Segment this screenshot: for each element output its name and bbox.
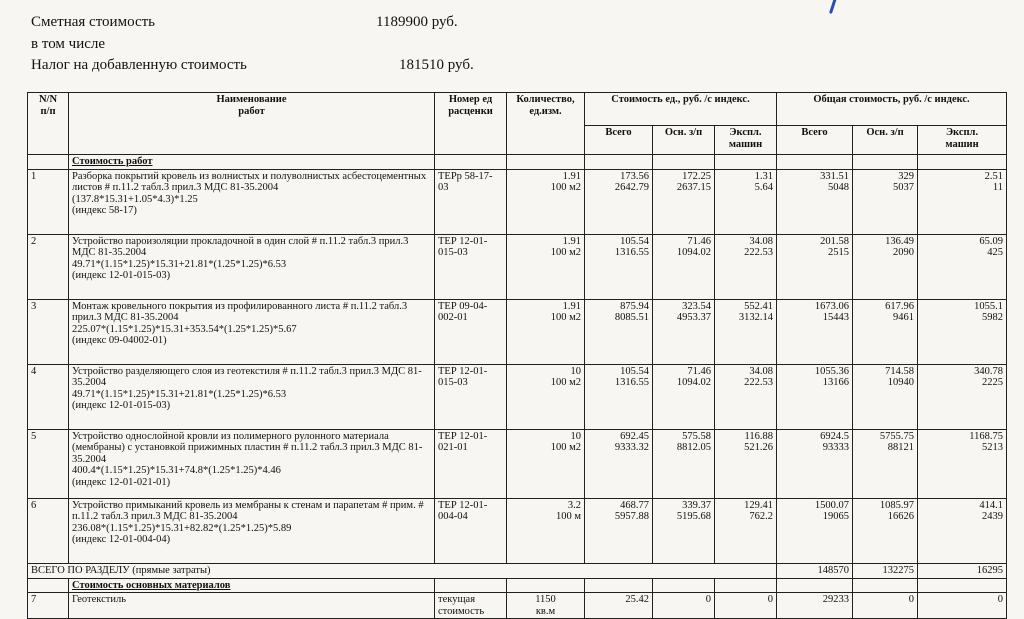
row-tot-machines: 0 bbox=[918, 593, 1007, 619]
estimate-table bbox=[27, 92, 1007, 619]
empty-cell bbox=[853, 155, 918, 170]
header-unit-total: Всего bbox=[585, 126, 653, 155]
row-unit-total: 173.56 2642.79 bbox=[585, 169, 653, 234]
empty-cell bbox=[715, 578, 777, 593]
empty-cell bbox=[653, 155, 715, 170]
vat-label: Налог на добавленную стоимость bbox=[31, 57, 247, 73]
header-unit-wage: Осн. з/п bbox=[653, 126, 715, 155]
row-num: 1 bbox=[28, 169, 69, 234]
header-rate: Номер ед расценки bbox=[435, 93, 507, 155]
row-qty: 10 100 м2 bbox=[507, 429, 585, 498]
section-total-wage: 132275 bbox=[853, 563, 918, 578]
row-unit-total: 875.94 8085.51 bbox=[585, 299, 653, 364]
empty-cell bbox=[585, 155, 653, 170]
row-qty: 1.91 100 м2 bbox=[507, 234, 585, 299]
empty-cell bbox=[435, 155, 507, 170]
empty-cell bbox=[853, 578, 918, 593]
empty-cell bbox=[28, 155, 69, 170]
row-name: Устройство разделяющего слоя из геотекстиля # п.11.2 табл.3 прил.3 МДС 81-35.2004 49.71*(1.15*1.25)*15.31+21.81*(1.25*1.25)*6.53 (индекс 12-01-015-03) bbox=[69, 364, 435, 429]
empty-cell bbox=[653, 578, 715, 593]
section-title-materials: Стоимость основных материалов bbox=[69, 578, 435, 593]
empty-cell bbox=[507, 155, 585, 170]
header-tot-total: Всего bbox=[777, 126, 853, 155]
header-tot-machines: Экспл. машин bbox=[918, 126, 1007, 155]
header-unit-machines: Экспл. машин bbox=[715, 126, 777, 155]
row-tot-total: 1500.07 19065 bbox=[777, 498, 853, 563]
vat-line bbox=[31, 57, 474, 74]
row-unit-total: 25.42 bbox=[585, 593, 653, 619]
row-tot-wage: 1085.97 16626 bbox=[853, 498, 918, 563]
row-rate: ТЕР 12-01-004-04 bbox=[435, 498, 507, 563]
row-tot-total: 1055.36 13166 bbox=[777, 364, 853, 429]
empty-cell bbox=[435, 578, 507, 593]
estimated-cost-value: 1189900 руб. bbox=[376, 14, 458, 30]
row-unit-machines: 34.08 222.53 bbox=[715, 364, 777, 429]
row-num: 2 bbox=[28, 234, 69, 299]
row-unit-wage: 575.58 8812.05 bbox=[653, 429, 715, 498]
pen-mark bbox=[829, 0, 838, 14]
section-total-machines: 16295 bbox=[918, 563, 1007, 578]
row-rate: текущая стоимость bbox=[435, 593, 507, 619]
header-tot-wage: Осн. з/п bbox=[853, 126, 918, 155]
row-unit-machines: 0 bbox=[715, 593, 777, 619]
row-num: 3 bbox=[28, 299, 69, 364]
empty-cell bbox=[918, 578, 1007, 593]
section-total-label: ВСЕГО ПО РАЗДЕЛУ (прямые затраты) bbox=[28, 563, 777, 578]
row-tot-machines: 1168.75 5213 bbox=[918, 429, 1007, 498]
row-num: 6 bbox=[28, 498, 69, 563]
header-name: Наименование работ bbox=[69, 93, 435, 155]
row-name: Устройство пароизоляции прокладочной в один слой # п.11.2 табл.3 прил.3 МДС 81-35.2004 49.71*(1.15*1.25)*15.31+21.81*(1.25*1.25)*6.53 (индекс 12-01-015-03) bbox=[69, 234, 435, 299]
row-tot-total: 201.58 2515 bbox=[777, 234, 853, 299]
including-line bbox=[31, 36, 105, 53]
vat-value: 181510 руб. bbox=[399, 57, 474, 73]
row-rate: ТЕР 12-01-015-03 bbox=[435, 234, 507, 299]
table-row bbox=[28, 299, 1007, 364]
row-unit-wage: 172.25 2637.15 bbox=[653, 169, 715, 234]
row-tot-wage: 0 bbox=[853, 593, 918, 619]
header-row-1 bbox=[28, 93, 1007, 126]
empty-cell bbox=[28, 578, 69, 593]
row-qty: 1.91 100 м2 bbox=[507, 299, 585, 364]
section-total-sum: 148570 bbox=[777, 563, 853, 578]
row-tot-machines: 414.1 2439 bbox=[918, 498, 1007, 563]
empty-cell bbox=[918, 155, 1007, 170]
row-name: Геотекстиль bbox=[69, 593, 435, 619]
table-row bbox=[28, 234, 1007, 299]
row-rate: ТЕРр 58-17-03 bbox=[435, 169, 507, 234]
section-row bbox=[28, 578, 1007, 593]
row-qty: 1.91 100 м2 bbox=[507, 169, 585, 234]
including-label: в том числе bbox=[31, 36, 106, 52]
row-tot-wage: 617.96 9461 bbox=[853, 299, 918, 364]
row-tot-total: 1673.06 15443 bbox=[777, 299, 853, 364]
row-tot-wage: 329 5037 bbox=[853, 169, 918, 234]
header-total-cost-group: Общая стоимость, руб. /с индекс. bbox=[777, 93, 1007, 126]
row-unit-wage: 323.54 4953.37 bbox=[653, 299, 715, 364]
row-tot-total: 29233 bbox=[777, 593, 853, 619]
material-row bbox=[28, 593, 1007, 619]
row-name: Разборка покрытий кровель из волнистых и полуволнистых асбестоцементных листов # п.11.2 табл.3 прил.3 МДС 81-35.2004 (137.8*15.31+1.05*4.3)*1.25 (индекс 58-17) bbox=[69, 169, 435, 234]
row-tot-total: 331.51 5048 bbox=[777, 169, 853, 234]
row-qty: 3.2 100 м bbox=[507, 498, 585, 563]
row-name: Монтаж кровельного покрытия из профилированного листа # п.11.2 табл.3 прил.3 МДС 81-35.2004 225.07*(1.15*1.25)*15.31+353.54*(1.25*1.25)*5.67 (индекс 09-04002-01) bbox=[69, 299, 435, 364]
row-rate: ТЕР 12-01-015-03 bbox=[435, 364, 507, 429]
header-unit-cost-group: Стоимость ед., руб. /с индекс. bbox=[585, 93, 777, 126]
table-row bbox=[28, 169, 1007, 234]
row-num: 7 bbox=[28, 593, 69, 619]
row-tot-machines: 340.78 2225 bbox=[918, 364, 1007, 429]
row-unit-machines: 129.41 762.2 bbox=[715, 498, 777, 563]
empty-cell bbox=[715, 155, 777, 170]
header-num: N/N п/п bbox=[28, 93, 69, 155]
row-qty: 1150 кв.м bbox=[507, 593, 585, 619]
row-tot-wage: 136.49 2090 bbox=[853, 234, 918, 299]
empty-cell bbox=[585, 578, 653, 593]
estimated-cost-line bbox=[31, 14, 458, 31]
row-tot-total: 6924.5 93333 bbox=[777, 429, 853, 498]
empty-cell bbox=[777, 155, 853, 170]
section-row bbox=[28, 155, 1007, 170]
table-row bbox=[28, 364, 1007, 429]
row-unit-total: 692.45 9333.32 bbox=[585, 429, 653, 498]
row-unit-total: 105.54 1316.55 bbox=[585, 364, 653, 429]
row-rate: ТЕР 09-04-002-01 bbox=[435, 299, 507, 364]
row-tot-wage: 714.58 10940 bbox=[853, 364, 918, 429]
row-unit-total: 468.77 5957.88 bbox=[585, 498, 653, 563]
row-name: Устройство однослойной кровли из полимерного рулонного материала (мембраны) с установкой прижимных пластин # п.11.2 табл.3 прил.3 МДС 81-35.2004 400.4*(1.15*1.25)*15.31+74.8*(1.25*1.25)*4.46 (индекс 12-01-021-01) bbox=[69, 429, 435, 498]
row-tot-machines: 1055.1 5982 bbox=[918, 299, 1007, 364]
row-unit-machines: 1.31 5.64 bbox=[715, 169, 777, 234]
row-unit-wage: 71.46 1094.02 bbox=[653, 234, 715, 299]
row-name: Устройство примыканий кровель из мембраны к стенам и парапетам # прим. # п.11.2 табл.3 прил.3 МДС 81-35.2004 236.08*(1.15*1.25)*15.31+82.82*(1.25*1.25)*5.89 (индекс 12-01-004-04) bbox=[69, 498, 435, 563]
row-rate: ТЕР 12-01-021-01 bbox=[435, 429, 507, 498]
row-unit-machines: 552.41 3132.14 bbox=[715, 299, 777, 364]
row-tot-machines: 2.51 11 bbox=[918, 169, 1007, 234]
row-unit-total: 105.54 1316.55 bbox=[585, 234, 653, 299]
row-tot-machines: 65.09 425 bbox=[918, 234, 1007, 299]
table-row bbox=[28, 498, 1007, 563]
row-unit-machines: 116.88 521.26 bbox=[715, 429, 777, 498]
row-unit-wage: 339.37 5195.68 bbox=[653, 498, 715, 563]
row-unit-wage: 71.46 1094.02 bbox=[653, 364, 715, 429]
row-num: 4 bbox=[28, 364, 69, 429]
row-unit-wage: 0 bbox=[653, 593, 715, 619]
row-unit-machines: 34.08 222.53 bbox=[715, 234, 777, 299]
empty-cell bbox=[777, 578, 853, 593]
row-tot-wage: 5755.75 88121 bbox=[853, 429, 918, 498]
empty-cell bbox=[507, 578, 585, 593]
section-total-row bbox=[28, 563, 1007, 578]
row-num: 5 bbox=[28, 429, 69, 498]
section-title-works: Стоимость работ bbox=[69, 155, 435, 170]
header-qty: Количество, ед.изм. bbox=[507, 93, 585, 155]
row-qty: 10 100 м2 bbox=[507, 364, 585, 429]
estimated-cost-label: Сметная стоимость bbox=[31, 14, 156, 30]
table-row bbox=[28, 429, 1007, 498]
